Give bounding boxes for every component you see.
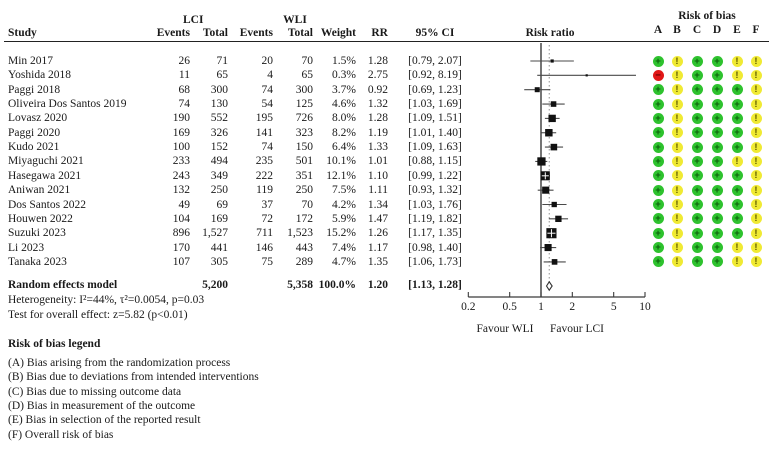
rr-value: 1.28 xyxy=(367,112,388,125)
weight-value: 12.1% xyxy=(326,169,356,182)
risk-of-bias-marker-green: + xyxy=(653,199,664,210)
effect-square xyxy=(551,59,554,62)
wli-events: 75 xyxy=(261,255,273,268)
risk-of-bias-marker-yellow: ! xyxy=(751,242,762,253)
rr-value: 1.01 xyxy=(367,155,388,168)
risk-of-bias-marker-green: + xyxy=(653,84,664,95)
weight-value: 7.5% xyxy=(332,184,356,197)
wli-events: 54 xyxy=(261,98,273,111)
wli-total: 70 xyxy=(301,55,313,67)
study-name: Tanaka 2023 xyxy=(8,255,67,268)
wli-total: 70 xyxy=(301,198,313,211)
wli-total: 351 xyxy=(295,169,313,182)
risk-of-bias-marker-green: + xyxy=(712,199,723,210)
risk-of-bias-marker-yellow: ! xyxy=(672,99,683,110)
rr-value: 1.19 xyxy=(367,126,388,139)
wli-events: 222 xyxy=(255,169,273,182)
risk-of-bias-marker-yellow: ! xyxy=(672,213,683,224)
wli-total: 125 xyxy=(295,98,313,111)
study-name: Aniwan 2021 xyxy=(8,184,71,197)
wli-events: 4 xyxy=(267,69,273,82)
risk-of-bias-marker-yellow: ! xyxy=(672,142,683,153)
wli-total: 300 xyxy=(295,83,313,96)
study-name: Suzuki 2023 xyxy=(8,227,66,240)
weight-value: 4.2% xyxy=(332,198,356,211)
col-header-wli-events: Events xyxy=(239,27,273,39)
ci-value: [0.93, 1.32] xyxy=(408,184,462,197)
study-name: Li 2023 xyxy=(8,241,45,254)
summary-rr: 1.20 xyxy=(367,279,388,291)
weight-value: 15.2% xyxy=(326,227,356,240)
lci-total: 169 xyxy=(210,212,228,225)
legend-item: (A) Bias arising from the randomization process xyxy=(8,357,231,369)
risk-of-bias-marker-green: + xyxy=(653,142,664,153)
risk-of-bias-marker-green: + xyxy=(712,84,723,95)
lci-total: 494 xyxy=(210,155,228,168)
ci-value: [0.98, 1.40] xyxy=(408,241,462,254)
wli-events: 141 xyxy=(255,126,273,139)
x-axis-tick-label: 0.2 xyxy=(461,301,476,313)
summary-weight: 100.0% xyxy=(318,279,356,291)
effect-square xyxy=(555,216,561,222)
col-header-study: Study xyxy=(8,27,37,39)
col-header-risk-ratio: Risk ratio xyxy=(525,27,575,39)
col-header-lci-events: Events xyxy=(156,27,190,39)
wli-total: 172 xyxy=(295,212,313,225)
lci-events: 233 xyxy=(172,155,190,168)
effect-square xyxy=(586,74,588,76)
risk-of-bias-marker-green: + xyxy=(653,113,664,124)
wli-events: 119 xyxy=(256,184,273,197)
risk-of-bias-marker-green: + xyxy=(732,199,743,210)
weight-value: 1.5% xyxy=(332,55,356,67)
risk-of-bias-marker-green: + xyxy=(712,228,723,239)
summary-wli-total: 5,358 xyxy=(287,279,313,291)
risk-of-bias-marker-yellow: ! xyxy=(672,113,683,124)
risk-of-bias-marker-yellow: ! xyxy=(751,256,762,267)
study-name: Paggi 2020 xyxy=(8,126,61,139)
study-name: Kudo 2021 xyxy=(8,141,60,154)
lci-total: 69 xyxy=(216,198,228,211)
effect-square xyxy=(551,101,557,107)
risk-of-bias-marker-green: + xyxy=(653,242,664,253)
summary-lci-total: 5,200 xyxy=(202,279,228,291)
weight-value: 3.7% xyxy=(332,83,356,96)
summary-label: Random effects model xyxy=(8,279,118,291)
col-header-wli-total: Total xyxy=(287,27,313,39)
ci-value: [1.17, 1.35] xyxy=(408,227,462,240)
rr-value: 1.35 xyxy=(367,255,388,268)
ci-value: [1.09, 1.51] xyxy=(408,112,462,125)
risk-of-bias-marker-green: + xyxy=(712,242,723,253)
risk-of-bias-marker-green: + xyxy=(653,256,664,267)
risk-of-bias-marker-yellow: ! xyxy=(751,156,762,167)
legend-item: (B) Bias due to deviations from intended interventions xyxy=(8,371,259,384)
effect-square xyxy=(535,87,540,92)
x-axis-tick-label: 5 xyxy=(610,301,617,313)
risk-of-bias-marker-green: + xyxy=(692,213,703,224)
axis-label-favour-lci: Favour LCI xyxy=(550,323,604,335)
risk-of-bias-marker-yellow: ! xyxy=(672,156,683,167)
weight-value: 6.4% xyxy=(332,141,356,154)
legend-item: (D) Bias in measurement of the outcome xyxy=(8,399,196,412)
risk-of-bias-marker-yellow: ! xyxy=(732,56,743,67)
lci-events: 104 xyxy=(172,212,190,225)
wli-total: 501 xyxy=(295,155,313,168)
ci-value: [1.03, 1.69] xyxy=(408,98,462,111)
weight-value: 8.2% xyxy=(332,126,356,139)
overall-effect-stat: Test for overall effect: z=5.82 (p<0.01) xyxy=(8,309,188,321)
risk-of-bias-marker-yellow: ! xyxy=(732,156,743,167)
risk-of-bias-marker-green: + xyxy=(653,99,664,110)
weight-value: 7.4% xyxy=(332,241,356,254)
ci-value: [0.88, 1.15] xyxy=(408,155,462,168)
lci-total: 65 xyxy=(216,69,228,82)
col-group-lci: LCI xyxy=(183,14,204,26)
x-axis-tick-label: 10 xyxy=(639,301,651,313)
lci-events: 11 xyxy=(178,69,190,82)
rr-value: 1.34 xyxy=(367,198,388,211)
risk-of-bias-marker-green: + xyxy=(712,127,723,138)
lci-events: 49 xyxy=(178,198,190,211)
risk-of-bias-marker-yellow: ! xyxy=(751,113,762,124)
wli-events: 20 xyxy=(261,55,273,67)
risk-of-bias-marker-green: + xyxy=(712,113,723,124)
lci-events: 170 xyxy=(172,241,190,254)
rr-value: 1.32 xyxy=(367,98,388,111)
effect-square xyxy=(552,202,557,207)
rr-value: 0.92 xyxy=(367,83,388,96)
wli-total: 1,523 xyxy=(287,227,313,240)
lci-total: 305 xyxy=(210,255,228,268)
weight-value: 4.7% xyxy=(332,255,356,268)
ci-value: [0.99, 1.22] xyxy=(408,169,462,182)
risk-of-bias-marker-green: + xyxy=(732,113,743,124)
lci-events: 190 xyxy=(172,112,190,125)
col-header-weight: Weight xyxy=(320,27,356,39)
risk-of-bias-marker-green: + xyxy=(692,127,703,138)
risk-of-bias-marker-green: + xyxy=(653,213,664,224)
risk-of-bias-marker-green: + xyxy=(732,127,743,138)
lci-events: 100 xyxy=(172,141,190,154)
weight-value: 4.6% xyxy=(332,98,356,111)
rr-value: 1.28 xyxy=(367,55,388,67)
study-name: Paggi 2018 xyxy=(8,83,61,96)
risk-of-bias-marker-yellow: ! xyxy=(751,56,762,67)
study-name: Oliveira Dos Santos 2019 xyxy=(8,98,127,111)
col-header-lci-total: Total xyxy=(202,27,228,39)
rr-value: 1.10 xyxy=(367,169,388,182)
risk-of-bias-marker-yellow: ! xyxy=(672,56,683,67)
lci-events: 26 xyxy=(178,55,190,67)
effect-square xyxy=(542,187,549,194)
ci-value: [1.19, 1.82] xyxy=(408,212,462,225)
risk-of-bias-marker-green: + xyxy=(712,56,723,67)
legend-item: (E) Bias in selection of the reported result xyxy=(8,414,201,427)
lci-total: 130 xyxy=(210,98,228,111)
risk-of-bias-marker-green: + xyxy=(732,99,743,110)
rr-value: 1.26 xyxy=(367,227,388,240)
risk-of-bias-marker-green: + xyxy=(692,185,703,196)
lci-events: 169 xyxy=(172,126,190,139)
x-axis-tick-label: 2 xyxy=(569,301,576,313)
risk-of-bias-marker-green: + xyxy=(732,84,743,95)
lci-total: 71 xyxy=(216,55,228,67)
risk-of-bias-marker-green: + xyxy=(692,242,703,253)
risk-of-bias-marker-green: + xyxy=(732,213,743,224)
risk-of-bias-marker-green: + xyxy=(692,170,703,181)
risk-of-bias-marker-yellow: ! xyxy=(672,70,683,81)
bias-column-letter: A xyxy=(653,24,663,36)
risk-of-bias-marker-yellow: ! xyxy=(732,242,743,253)
lci-events: 132 xyxy=(172,184,190,197)
wli-events: 146 xyxy=(255,241,273,254)
legend-title: Risk of bias legend xyxy=(8,338,101,350)
effect-square xyxy=(545,129,552,136)
risk-of-bias-marker-green: + xyxy=(712,185,723,196)
heterogeneity-stat: Heterogeneity: I²=44%, τ²=0.0054, p=0.03 xyxy=(8,294,205,306)
risk-of-bias-marker-yellow: ! xyxy=(751,170,762,181)
rr-value: 1.33 xyxy=(367,141,388,154)
effect-square xyxy=(537,157,545,165)
risk-of-bias-marker-green: + xyxy=(732,185,743,196)
risk-of-bias-marker-yellow: ! xyxy=(732,70,743,81)
risk-of-bias-marker-yellow: ! xyxy=(751,127,762,138)
risk-of-bias-marker-green: + xyxy=(692,256,703,267)
lci-events: 74 xyxy=(178,98,190,111)
risk-of-bias-marker-green: + xyxy=(653,185,664,196)
lci-total: 1,527 xyxy=(202,227,228,240)
risk-of-bias-marker-green: + xyxy=(653,156,664,167)
risk-of-bias-marker-yellow: ! xyxy=(751,99,762,110)
risk-of-bias-marker-green: + xyxy=(732,228,743,239)
study-name: Yoshida 2018 xyxy=(8,69,72,82)
lci-total: 300 xyxy=(210,83,228,96)
study-name: Hasegawa 2021 xyxy=(8,169,82,182)
legend-item: (C) Bias due to missing outcome data xyxy=(8,385,182,398)
wli-total: 65 xyxy=(301,69,313,82)
effect-square xyxy=(545,244,552,251)
lci-total: 441 xyxy=(210,241,228,254)
ci-value: [1.09, 1.63] xyxy=(408,141,462,154)
wli-events: 37 xyxy=(261,198,273,211)
summary-ci: [1.13, 1.28] xyxy=(408,279,462,291)
risk-of-bias-title: Risk of bias xyxy=(678,10,736,22)
x-axis-tick-label: 1 xyxy=(538,301,544,313)
risk-of-bias-marker-yellow: ! xyxy=(751,84,762,95)
risk-of-bias-marker-green: + xyxy=(692,56,703,67)
weight-value: 5.9% xyxy=(332,212,356,225)
rr-value: 1.17 xyxy=(367,241,388,254)
bias-column-letter: F xyxy=(752,24,760,36)
risk-of-bias-marker-green: + xyxy=(712,99,723,110)
risk-of-bias-marker-green: + xyxy=(653,56,664,67)
col-header-rr: RR xyxy=(371,27,388,39)
risk-of-bias-marker-yellow: ! xyxy=(751,142,762,153)
axis-label-favour-wli: Favour WLI xyxy=(476,323,534,335)
lci-events: 68 xyxy=(178,83,190,96)
weight-value: 8.0% xyxy=(332,112,356,125)
rr-value: 2.75 xyxy=(367,69,388,82)
col-group-wli: WLI xyxy=(283,14,307,26)
risk-of-bias-marker-yellow: ! xyxy=(672,185,683,196)
lci-total: 152 xyxy=(210,141,228,154)
risk-of-bias-marker-yellow: ! xyxy=(672,84,683,95)
wli-events: 235 xyxy=(255,155,273,168)
risk-of-bias-marker-green: + xyxy=(712,213,723,224)
wli-events: 74 xyxy=(261,141,273,154)
wli-events: 195 xyxy=(255,112,273,125)
risk-of-bias-marker-yellow: ! xyxy=(751,70,762,81)
lci-events: 107 xyxy=(172,255,190,268)
risk-of-bias-marker-red: − xyxy=(653,70,664,81)
risk-of-bias-marker-yellow: ! xyxy=(672,170,683,181)
risk-of-bias-marker-yellow: ! xyxy=(672,127,683,138)
bias-column-letter: C xyxy=(692,24,702,36)
weight-value: 10.1% xyxy=(326,155,356,168)
risk-of-bias-marker-green: + xyxy=(653,228,664,239)
study-name: Lovasz 2020 xyxy=(8,112,68,125)
lci-total: 349 xyxy=(210,169,228,182)
legend-item: (F) Overall risk of bias xyxy=(8,428,114,441)
effect-square xyxy=(552,259,558,265)
study-name: Houwen 2022 xyxy=(8,212,73,225)
risk-of-bias-marker-green: + xyxy=(712,256,723,267)
risk-of-bias-marker-yellow: ! xyxy=(751,199,762,210)
risk-of-bias-marker-green: + xyxy=(692,142,703,153)
risk-of-bias-marker-green: + xyxy=(732,142,743,153)
wli-total: 443 xyxy=(295,241,313,254)
lci-total: 552 xyxy=(210,112,228,125)
risk-of-bias-marker-green: + xyxy=(653,127,664,138)
wli-events: 72 xyxy=(261,212,273,225)
x-axis-tick-label: 0.5 xyxy=(502,301,517,313)
risk-of-bias-marker-yellow: ! xyxy=(672,199,683,210)
lci-total: 250 xyxy=(210,184,228,197)
risk-of-bias-marker-yellow: ! xyxy=(751,185,762,196)
risk-of-bias-marker-green: + xyxy=(692,84,703,95)
risk-of-bias-marker-yellow: ! xyxy=(672,228,683,239)
wli-events: 711 xyxy=(256,227,273,240)
wli-total: 323 xyxy=(295,126,313,139)
bias-column-letter: E xyxy=(733,24,741,36)
ci-value: [1.03, 1.76] xyxy=(408,198,462,211)
risk-of-bias-marker-green: + xyxy=(712,142,723,153)
ci-value: [1.01, 1.40] xyxy=(408,126,462,139)
risk-of-bias-marker-green: + xyxy=(653,170,664,181)
wli-total: 150 xyxy=(295,141,313,154)
weight-value: 0.3% xyxy=(332,69,356,82)
risk-of-bias-marker-green: + xyxy=(712,70,723,81)
ci-value: [0.92, 8.19] xyxy=(408,69,462,82)
study-name: Dos Santos 2022 xyxy=(8,198,86,211)
risk-of-bias-marker-green: + xyxy=(692,113,703,124)
summary-diamond xyxy=(547,282,553,290)
risk-of-bias-marker-yellow: ! xyxy=(751,228,762,239)
study-name: Miyaguchi 2021 xyxy=(8,155,84,168)
risk-of-bias-marker-green: + xyxy=(692,228,703,239)
lci-events: 243 xyxy=(172,169,190,182)
risk-of-bias-marker-green: + xyxy=(692,156,703,167)
risk-of-bias-marker-green: + xyxy=(692,99,703,110)
risk-of-bias-marker-yellow: ! xyxy=(751,213,762,224)
wli-total: 726 xyxy=(295,112,313,125)
risk-of-bias-marker-yellow: ! xyxy=(732,256,743,267)
risk-of-bias-marker-green: + xyxy=(692,70,703,81)
study-name: Min 2017 xyxy=(8,55,54,67)
lci-events: 896 xyxy=(172,227,190,240)
ci-value: [0.79, 2.07] xyxy=(408,55,462,67)
ci-value: [1.06, 1.73] xyxy=(408,255,462,268)
wli-events: 74 xyxy=(261,83,273,96)
risk-of-bias-marker-yellow: ! xyxy=(672,242,683,253)
effect-square xyxy=(548,115,555,122)
col-header-ci: 95% CI xyxy=(415,27,455,39)
bias-column-letter: D xyxy=(712,24,722,36)
risk-of-bias-marker-green: + xyxy=(732,170,743,181)
effect-square xyxy=(551,144,558,151)
rr-value: 1.47 xyxy=(367,212,388,225)
risk-of-bias-marker-green: + xyxy=(692,199,703,210)
lci-total: 326 xyxy=(210,126,228,139)
risk-of-bias-marker-green: + xyxy=(712,156,723,167)
bias-column-letter: B xyxy=(673,24,681,36)
wli-total: 289 xyxy=(295,255,313,268)
wli-total: 250 xyxy=(295,184,313,197)
rr-value: 1.11 xyxy=(368,184,388,197)
risk-of-bias-marker-yellow: ! xyxy=(672,256,683,267)
ci-value: [0.69, 1.23] xyxy=(408,83,462,96)
risk-of-bias-marker-green: + xyxy=(712,170,723,181)
